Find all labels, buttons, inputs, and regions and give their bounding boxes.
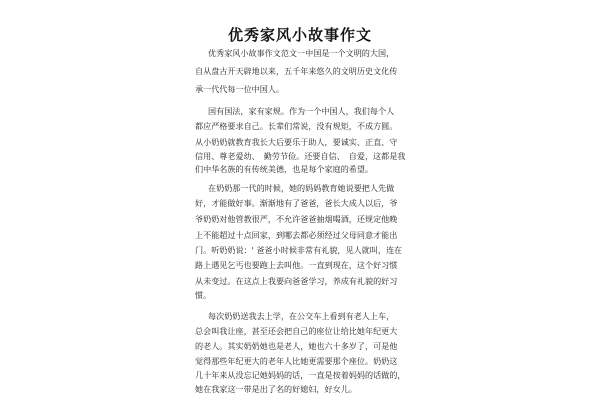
paragraph-line: 的老人。其实奶奶她也是老人，她也六十多岁了，可是他 bbox=[195, 341, 398, 351]
paragraph-line: 承一代代每一位中国人。 bbox=[195, 84, 285, 94]
paragraph-line: 国有国法，家有家规。作为一个中国人，我们每个人 bbox=[208, 106, 395, 116]
paragraph-line: 上不能超过十点回家，到哪去都必须经过父母同意才能出 bbox=[195, 230, 398, 240]
paragraph-line: 优秀家风小故事作文范文一中国是一个文明的大国， bbox=[208, 48, 395, 58]
paragraph-line: 路上遇见乞丐也要跑上去叫他。一直到现在，这个好习惯 bbox=[195, 260, 398, 270]
paragraph-line: 从小奶奶就教育我长大后要乐于助人，要诚实、正直、守 bbox=[195, 137, 398, 147]
paragraph-line: 信用、尊老爱幼、 勤劳节俭。还要自信、 自爱，这都是我 bbox=[195, 151, 406, 161]
paragraph-line: 总会叫我让座，甚至还会把自己的座位让给比她年纪更大 bbox=[195, 326, 398, 336]
paragraph-line: 自从盘古开天辟地以来，五千年来悠久的文明历史文化传 bbox=[195, 66, 398, 76]
paragraph-line: 每次奶奶送我去上学，在公交车上看到有老人上车， bbox=[208, 311, 395, 321]
paragraph-line: 们中华名族的有传统美德，也是每个家庭的希望。 bbox=[195, 164, 374, 174]
paragraph-line: 门。听奶奶说：' 爸爸小时候非常有礼貌，见人就叫，连在 bbox=[195, 245, 403, 255]
paragraph-line: 惯。 bbox=[195, 290, 212, 300]
paragraph-line: 好，才能做好事。渐渐地有了爸爸，爸长大成人以后，爷 bbox=[195, 198, 398, 208]
paragraph-line: 爷奶奶对他管教很严，不允许爸爸抽烟喝酒，还规定他晚 bbox=[195, 214, 398, 224]
page-title: 优秀家风小故事作文 bbox=[227, 26, 372, 44]
paragraph-line: 几十年来从没忘记她妈妈的话，一直是按着妈妈的话做的， bbox=[195, 370, 406, 380]
paragraph-line: 她在我家这一带是出了名的好媳妇，好女儿。 bbox=[195, 384, 357, 394]
paragraph-line: 从未变过。在这点上我要向爸爸学习，养成有礼貌的好习 bbox=[195, 276, 398, 286]
paragraph-line: 觉得那些年纪更大的老年人比她更需要那个座位。奶奶这 bbox=[195, 356, 398, 366]
paragraph-line: 都应严格要求自己。长辈们常说，没有规矩，不成方圆。 bbox=[195, 121, 398, 131]
paragraph-line: 在奶奶那一代的时候，她的妈妈教育她说要把人先做 bbox=[208, 183, 395, 193]
